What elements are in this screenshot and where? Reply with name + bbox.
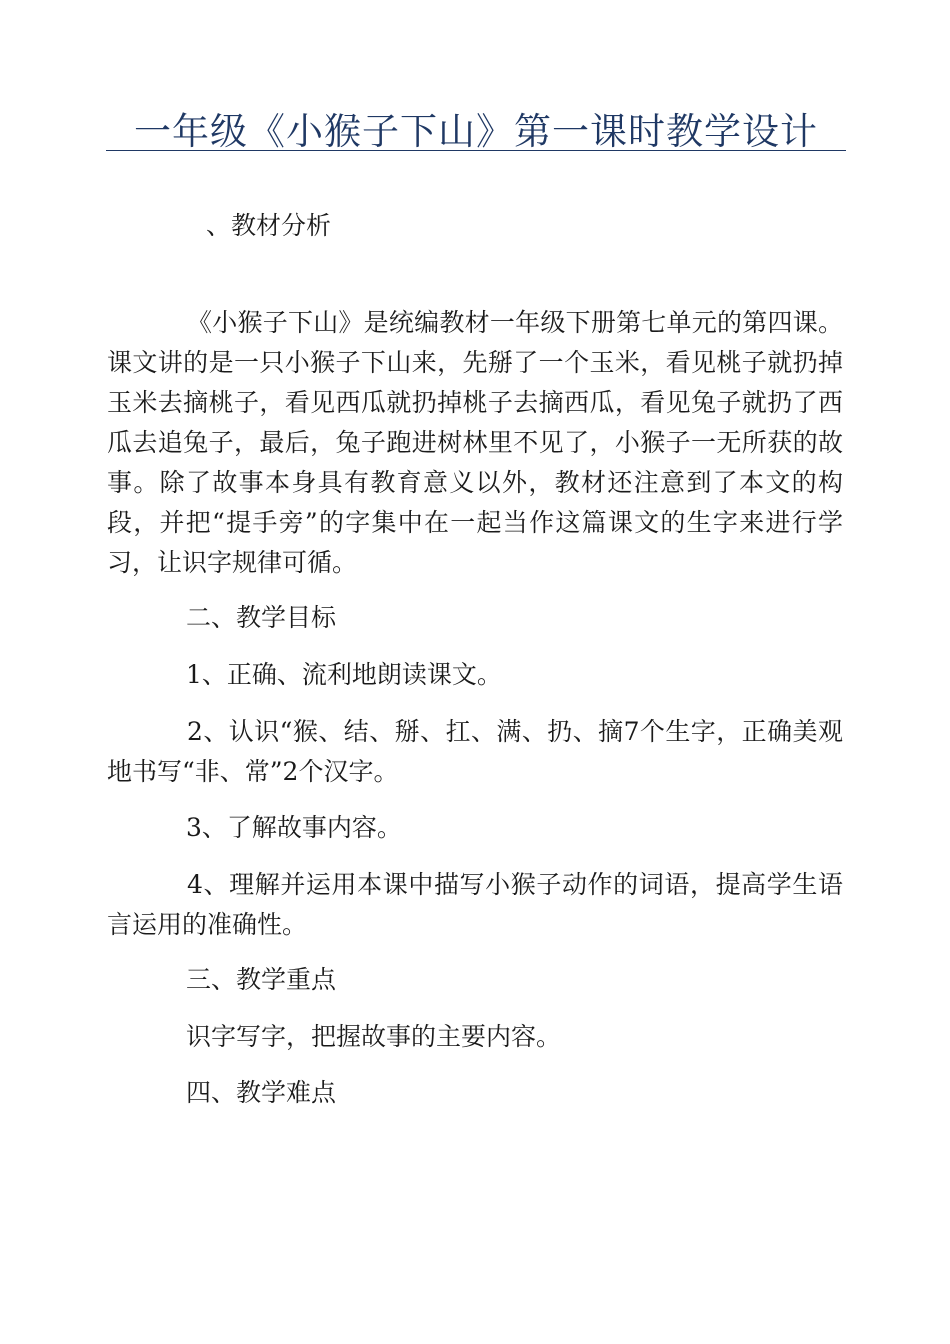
textbook-analysis-paragraph: 《小猴子下山》是统编教材一年级下册第七单元的第四课。课文讲的是一只小猴子下山来，先掰了一个玉米，看见桃子就扔掉玉米去摘桃子，看见西瓜就扔掉桃子去摘西瓜，看见兔子就扔了西瓜去追兔子，最后，兔子跑进树林里不见了，小猴子一无所获的故事。除了故事本身具有教育意义以外，教材还注意到了本文的构段，并把“提手旁”的字集中在一起当作这篇课文的生字来进行学习，让识字规律可循。 (107, 308, 843, 577)
key-points-text: 识字写字，把握故事的主要内容。 (186, 1022, 562, 1051)
goal-item-3: 3、了解故事内容。 (186, 813, 402, 842)
section-heading-key-points: 三、教学重点 (186, 965, 337, 994)
document-title: 一年级《小猴子下山》第一课时教学设计 (134, 110, 818, 153)
goal-item-2: 2、认识“猴、结、掰、扛、满、扔、摘7个生字，正确美观地书写“非、常”2个汉字。 (107, 717, 843, 786)
goal-item-4: 4、理解并运用本课中描写小猴子动作的词语，提高学生语言运用的准确性。 (107, 870, 843, 939)
section-heading-difficulties: 四、教学难点 (186, 1078, 337, 1107)
section-heading-textbook-analysis: 、教材分析 (206, 211, 332, 240)
goal-item-1: 1、正确、流利地朗读课文。 (186, 660, 502, 689)
title-underline (106, 150, 846, 151)
section-heading-teaching-goals: 二、教学目标 (186, 603, 337, 632)
